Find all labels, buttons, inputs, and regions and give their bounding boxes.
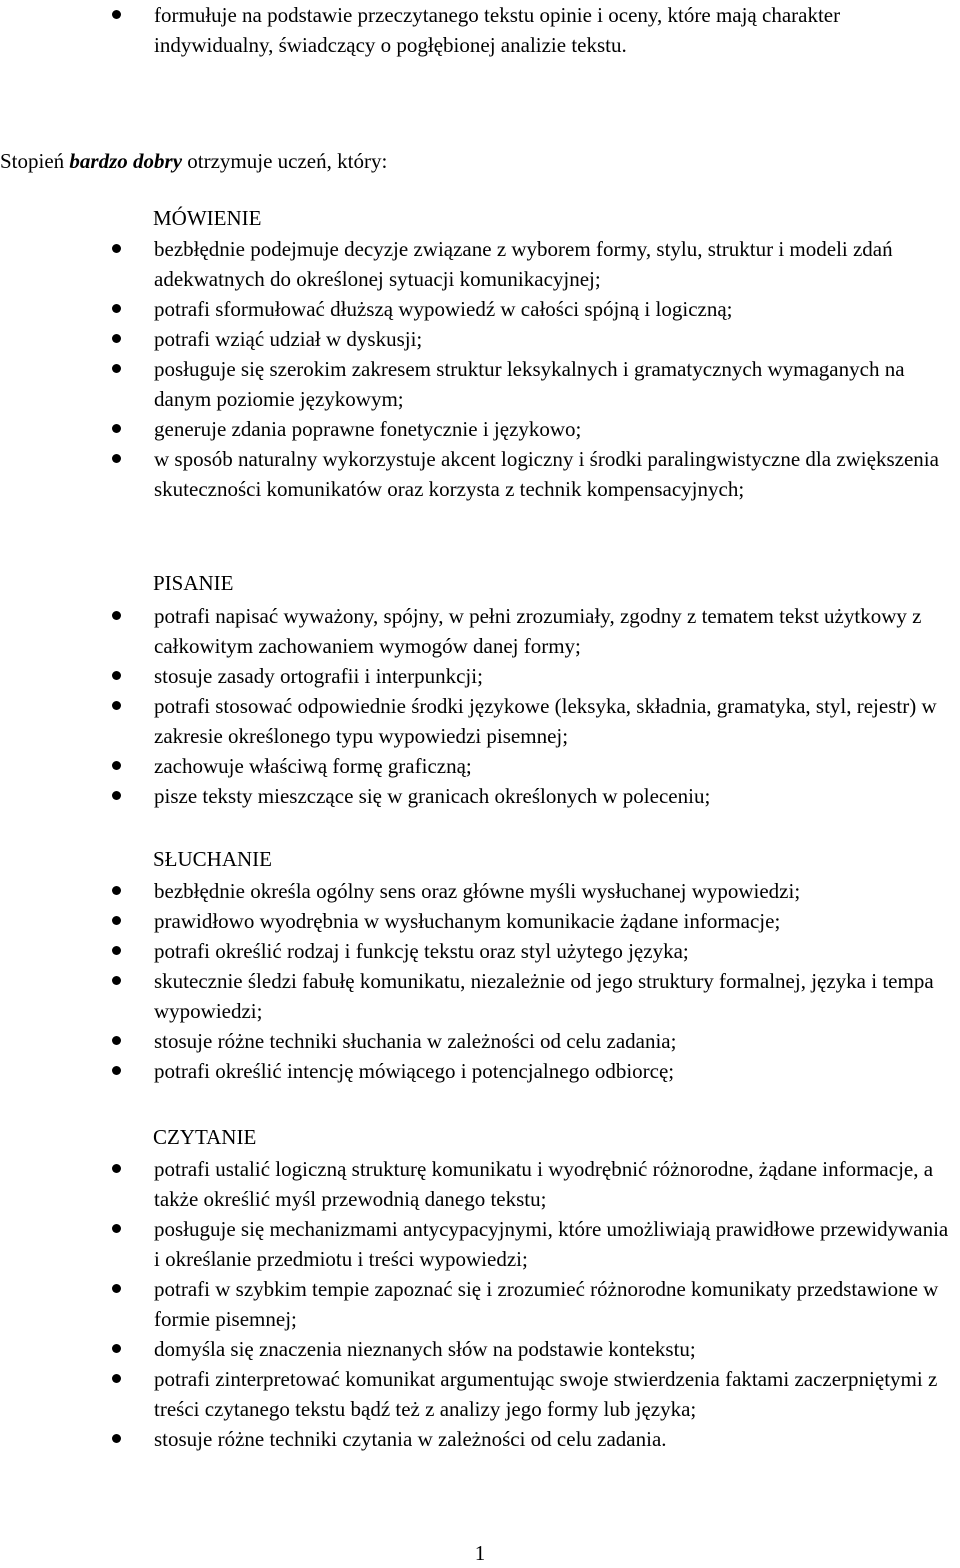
top-list [0, 0, 960, 60]
bullet-icon [112, 244, 121, 253]
bullet-icon [112, 946, 121, 955]
list-item: stosuje zasady ortografii i interpunkcji; [0, 661, 960, 691]
bullet-icon [112, 1224, 121, 1233]
bullet-icon [112, 611, 121, 620]
list-item: domyśla się znaczenia nieznanych słów na podstawie kontekstu; [0, 1334, 960, 1364]
list-item: potrafi sformułować dłuższą wypowiedź w całości spójną i logiczną; [0, 294, 960, 324]
section-title-sluchanie: SŁUCHANIE [153, 847, 272, 871]
list-item: potrafi stosować odpowiednie środki językowe (leksyka, składnia, gramatyka, styl, rejestr) w zakresie określonego typu wypowiedzi pisemnej; [0, 691, 960, 751]
bullet-icon [112, 1344, 121, 1353]
list-item: stosuje różne techniki czytania w zależności od celu zadania. [0, 1424, 960, 1454]
list-item: bezbłędnie określa ogólny sens oraz główne myśli wysłuchanej wypowiedzi; [0, 876, 960, 906]
list-item: potrafi ustalić logiczną strukturę komunikatu i wyodrębnić różnorodne, żądane informacje, a także określić myśl przewodnią danego tekstu; [0, 1154, 960, 1214]
list-item: potrafi wziąć udział w dyskusji; [0, 324, 960, 354]
list-item: potrafi określić rodzaj i funkcję tekstu oraz styl użytego języka; [0, 936, 960, 966]
list-item: potrafi napisać wyważony, spójny, w pełni zrozumiały, zgodny z tematem tekst użytkowy z całkowitym zachowaniem wymogów danej formy; [0, 601, 960, 661]
section-list-pisanie [0, 601, 960, 811]
list-item: posługuje się szerokim zakresem struktur leksykalnych i gramatycznych wymaganych na danym poziomie językowym; [0, 354, 960, 414]
bullet-icon [112, 364, 121, 373]
bullet-icon [112, 1066, 121, 1075]
list-item: potrafi zinterpretować komunikat argumentując swoje stwierdzenia faktami zaczerpniętymi z treści czytanego tekstu bądź też z analizy jego formy lub języka; [0, 1364, 960, 1424]
section-list-czytanie [0, 1154, 960, 1454]
bullet-icon [112, 454, 121, 463]
bullet-icon [112, 1036, 121, 1045]
list-item: potrafi w szybkim tempie zapoznać się i zrozumieć różnorodne komunikaty przedstawione w formie pisemnej; [0, 1274, 960, 1334]
bullet-icon [112, 1284, 121, 1293]
section-title-mowienie: MÓWIENIE [153, 206, 262, 230]
bullet-icon [112, 1434, 121, 1443]
list-item: skutecznie śledzi fabułę komunikatu, niezależnie od jego struktury formalnej, języka i tempa wypowiedzi; [0, 966, 960, 1026]
bullet-icon [112, 424, 121, 433]
bullet-icon [112, 1164, 121, 1173]
section-list-sluchanie [0, 876, 960, 1086]
bullet-icon [112, 886, 121, 895]
list-item: formułuje na podstawie przeczytanego tekstu opinie i oceny, które mają charakter indywidualny, świadczący o pogłębionej analizie tekstu. [0, 0, 960, 60]
page-number: 1 [474, 1541, 486, 1565]
bullet-icon [112, 791, 121, 800]
list-item: pisze teksty mieszczące się w granicach określonych w poleceniu; [0, 781, 960, 811]
list-item: stosuje różne techniki słuchania w zależności od celu zadania; [0, 1026, 960, 1056]
section-title-czytanie: CZYTANIE [153, 1125, 257, 1149]
grade-name: bardzo dobry [69, 149, 183, 173]
bullet-icon [112, 761, 121, 770]
section-title-pisanie: PISANIE [153, 571, 234, 595]
list-item: bezbłędnie podejmuje decyzje związane z wyborem formy, stylu, struktur i modeli zdań adekwatnych do określonej sytuacji komunikacyjnej; [0, 234, 960, 294]
bullet-icon [112, 701, 121, 710]
bullet-icon [112, 916, 121, 925]
bullet-icon [112, 671, 121, 680]
list-item: prawidłowo wyodrębnia w wysłuchanym komunikacie żądane informacje; [0, 906, 960, 936]
bullet-icon [112, 976, 121, 985]
list-item: generuje zdania poprawne fonetycznie i językowo; [0, 414, 960, 444]
grade-intro: Stopień bardzo dobry otrzymuje uczeń, który: [0, 149, 388, 173]
list-item: w sposób naturalny wykorzystuje akcent logiczny i środki paralingwistyczne dla zwiększenia skuteczności komunikatów oraz korzysta z technik kompensacyjnych; [0, 444, 960, 504]
list-item: zachowuje właściwą formę graficzną; [0, 751, 960, 781]
list-item: posługuje się mechanizmami antycypacyjnymi, które umożliwiają prawidłowe przewidywania i określanie przedmiotu i treści wypowiedzi; [0, 1214, 960, 1274]
section-list-mowienie [0, 234, 960, 504]
list-item: potrafi określić intencję mówiącego i potencjalnego odbiorcę; [0, 1056, 960, 1086]
bullet-icon [112, 304, 121, 313]
bullet-icon [112, 1374, 121, 1383]
bullet-icon [112, 10, 121, 19]
bullet-icon [112, 334, 121, 343]
